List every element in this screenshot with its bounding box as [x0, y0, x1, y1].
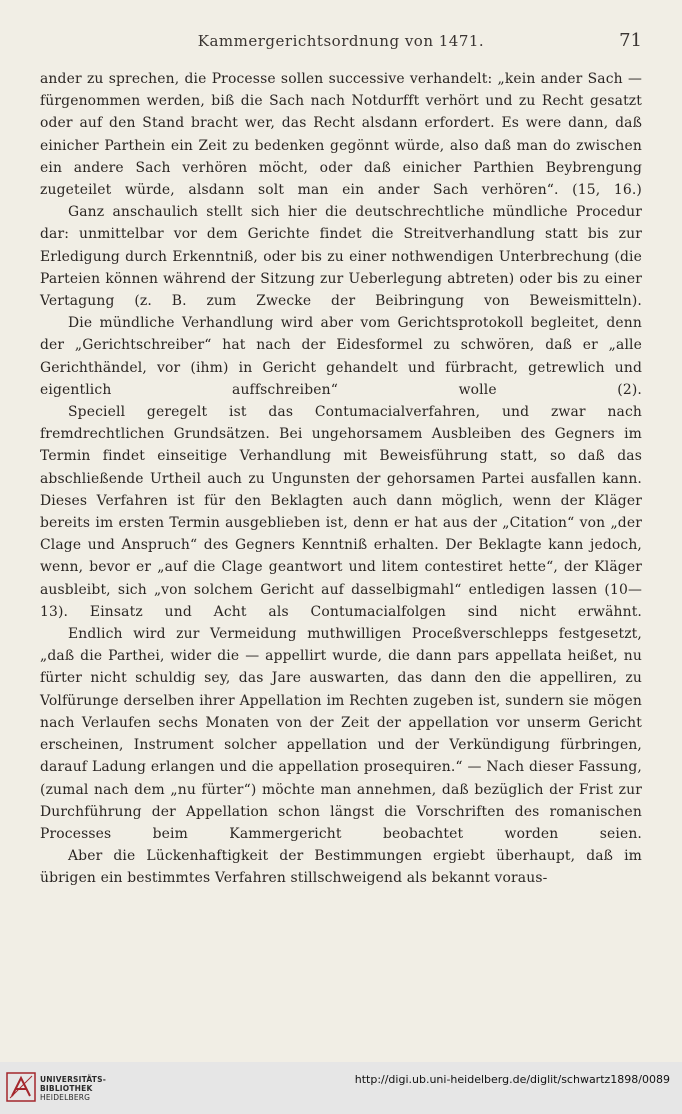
paragraph-3: Die mündliche Verhandlung wird aber vom Gerichtsprotokoll begleitet, denn der „Gerichtschreiber“ hat nach der Eidesformel zu schwören, daß er „alle Gerichthändel, vor (ihm) in Gericht gehandelt und fürbracht, getrewlich und eigentlich auffschreiben“ wolle (2). — [40, 315, 642, 398]
university-library-logo-icon[interactable] — [6, 1072, 36, 1102]
paragraph-1: ander zu sprechen, die Processe sollen successive verhandelt: „kein ander Sach — fürgenommen werden, biß die Sach nach Notdurfft verhört und zu Recht gesatzt oder auf den Stand bracht wer, das Recht alsdann erfordert. Es were dann, daß einicher Parthein ein Zeit zu bedenken gegönnt würde, also daß man do zwischen ein andere Sach verhören möcht, oder daß einicher Parthien Beybrengung zugeteilet würde, alsdann solt man ein ander Sach verhören“. (15, 16.) — [40, 71, 642, 199]
body-text — [40, 68, 642, 890]
running-title: Kammergerichtsordnung von 1471. — [197, 32, 485, 50]
library-name-line-2: BIBLIOTHEK — [40, 1084, 93, 1093]
permalink-url[interactable]: http://digi.ub.uni-heidelberg.de/diglit/schwartz1898/0089 — [354, 1073, 670, 1086]
paragraph-6: Aber die Lückenhaftigkeit der Bestimmungen ergiebt überhaupt, daß im übrigen ein bestimmtes Verfahren stillschweigend als bekannt voraus- — [40, 848, 642, 887]
paragraph-4: Speciell geregelt ist das Contumacialverfahren, und zwar nach fremdrechtlichen Grundsätzen. Bei ungehorsamem Ausbleiben des Gegners im Termin findet einseitige Verhandlung mit Beweisführung statt, so daß das abschließende Urtheil auch zu Ungunsten der gehorsamen Partei ausfallen kann. Dieses Verfahren ist für den Beklagten auch dann möglich, wenn der Kläger bereits im ersten Termin ausgeblieben ist, denn er hat aus der „Citation“ von „der Clage und Anspruch“ des Gegners Kenntniß erhalten. Der Beklagte kann jedoch, wenn, bevor er „auf die Clage geantwort und litem contestiret hette“, der Kläger ausbleibt, sich „von solchem Gericht auf dasselbigmahl“ entledigen lassen (10—13). Einsatz und Acht als Contumacialfolgen sind nicht erwähnt. — [40, 404, 642, 620]
viewer-footer — [0, 1062, 682, 1114]
page-header — [40, 32, 642, 56]
paragraph-5: Endlich wird zur Vermeidung muthwilligen Proceßverschlepps festgesetzt, „daß die Parthei, wider die — appellirt wurde, die dann pars appellata heißet, nu fürter nicht schuldig sey, das Jare auswarten, das dann den die appelliren, zu Volfürunge derselben ihrer Appellation im Rechten zugeben ist, sundern sie mögen nach Verlaufen sechs Monaten von der Zeit der appellation vor unserm Gericht erscheinen, Instrument solcher appellation und der Verkündigung fürbringen, darauf Ladung erlangen und die appellation prosequiren.“ — Nach dieser Fassung, (zumal nach dem „nu fürter“) möchte man annehmen, daß bezüglich der Frist zur Durchführung der Appellation schon längst die Vorschriften des romanischen Processes beim Kammergericht beobachtet worden seien. — [40, 626, 642, 842]
library-name-line-3: HEIDELBERG — [40, 1093, 91, 1102]
page-number: 71 — [619, 30, 642, 51]
library-name-line-1: UNIVERSITÄTS- — [40, 1075, 107, 1084]
library-name[interactable] — [40, 1075, 106, 1102]
paragraph-2: Ganz anschaulich stellt sich hier die deutschrechtliche mündliche Procedur dar: unmittelbar vor dem Gerichte findet die Streitverhandlung statt bis zur Erledigung durch Erkenntniß, oder bis zu einer nothwendigen Unterbrechung (die Parteien können während der Sitzung zur Ueberlegung abtreten) oder bis zu einer Vertagung (z. B. zum Zwecke der Beibringung von Beweismitteln). — [40, 204, 642, 310]
